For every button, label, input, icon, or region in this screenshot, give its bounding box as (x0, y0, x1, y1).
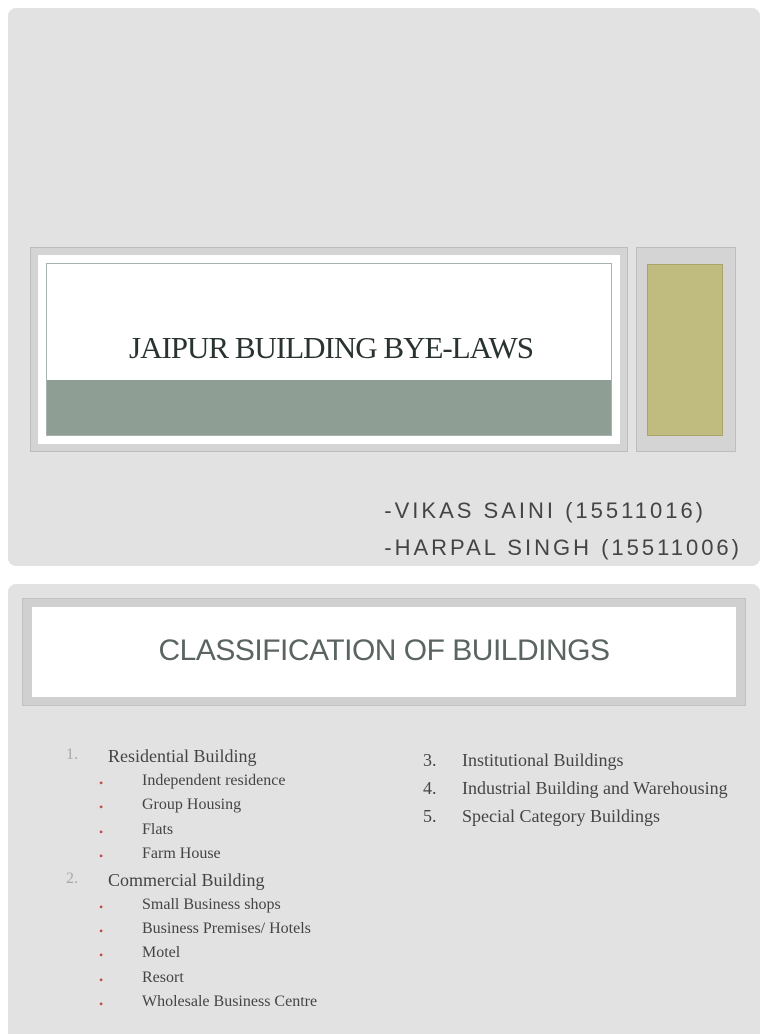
author-2: -HARPAL SINGH (15511006) (384, 535, 742, 560)
list-number: 3. (423, 750, 437, 770)
accent-block (647, 264, 723, 436)
sub-item-label: Small Business shops (142, 895, 281, 913)
presentation-title: JAIPUR BUILDING BYE-LAWS (129, 330, 534, 365)
sub-item-label: Group Housing (142, 796, 242, 814)
sub-item-label: Resort (142, 968, 184, 986)
title-color-band (47, 380, 611, 435)
authors (384, 492, 742, 566)
list-number: 5. (423, 806, 437, 826)
sub-item-label: Business Premises/ Hotels (142, 919, 311, 937)
section-title-box (32, 607, 736, 697)
sub-item-label: Motel (142, 944, 181, 962)
section-title-frame (22, 598, 746, 706)
title-frame (30, 247, 628, 452)
author-1: -VIKAS SAINI (15511016) (384, 498, 707, 523)
list-label: Institutional Buildings (462, 750, 624, 770)
title-inner (38, 255, 620, 444)
sub-item-label: Wholesale Business Centre (142, 993, 318, 1011)
bullet-icon: • (99, 849, 104, 864)
list-number: 2. (66, 869, 78, 887)
bullet-icon: • (99, 948, 104, 963)
list-label: Special Category Buildings (462, 806, 660, 826)
list-label: Industrial Building and Warehousing (462, 778, 728, 798)
title-box (46, 263, 612, 436)
list-number: 1. (66, 746, 78, 763)
bullet-icon: • (99, 824, 104, 839)
bullet-icon: • (99, 972, 104, 987)
list-label: Residential Building (108, 746, 257, 766)
list-number: 4. (423, 778, 437, 798)
bullet-icon: • (99, 899, 104, 914)
sub-item-label: Independent residence (142, 772, 286, 789)
bullet-icon: • (99, 776, 104, 790)
bullet-icon: • (99, 997, 104, 1012)
accent-frame (636, 247, 736, 452)
classification-slide (8, 584, 760, 1034)
bullet-icon: • (99, 923, 104, 938)
list-label: Commercial Building (108, 869, 265, 890)
section-title: CLASSIFICATION OF BUILDINGS (158, 634, 610, 667)
sub-item-label: Farm House (142, 845, 221, 863)
sub-item-label: Flats (142, 820, 174, 838)
title-slide (8, 8, 760, 566)
bullet-icon: • (99, 800, 104, 815)
